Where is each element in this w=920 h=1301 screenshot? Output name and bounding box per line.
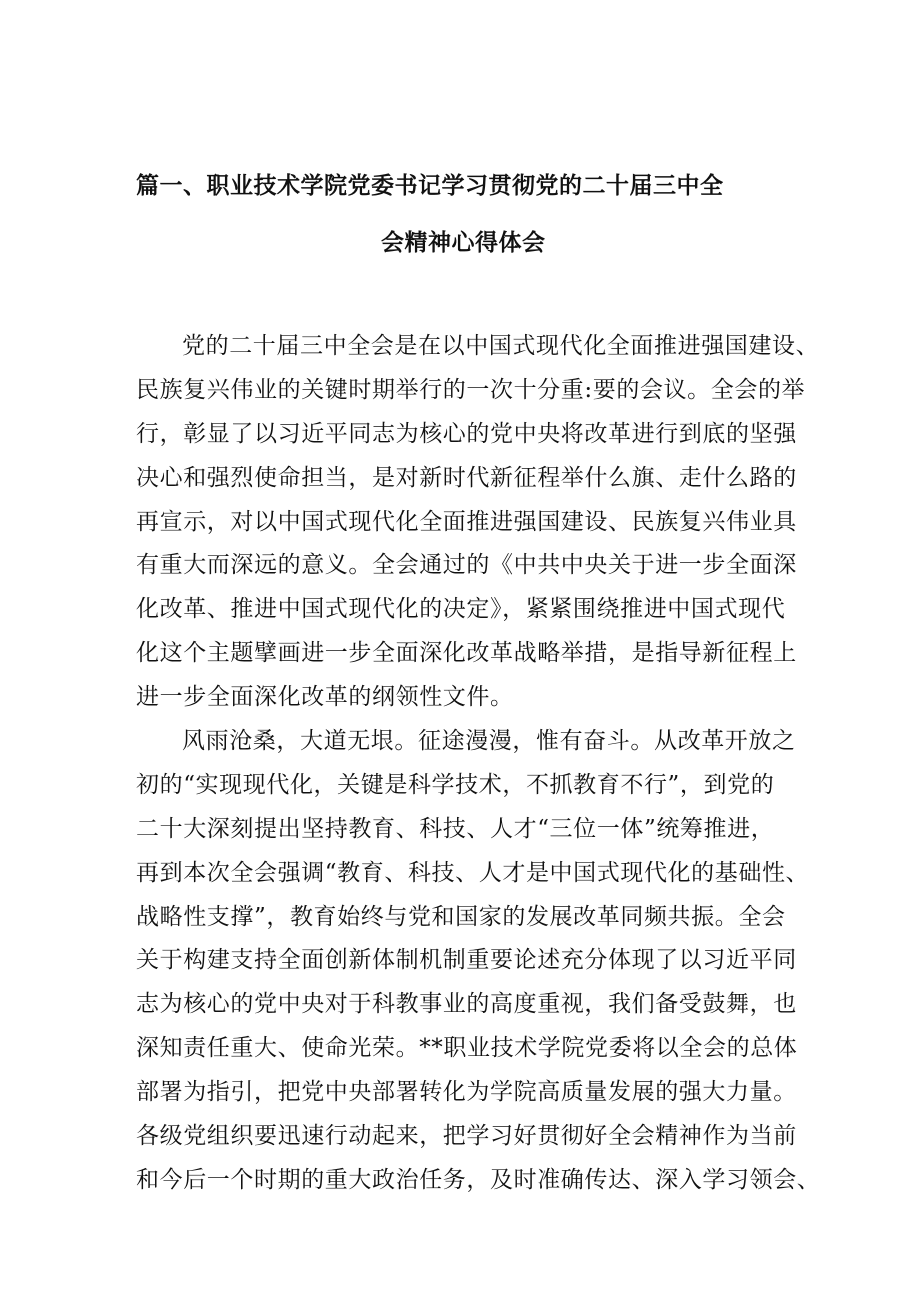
paragraph-2-line: 志为核心的党中央对于科教事业的高度重视，我们备受鼓舞，也	[136, 991, 797, 1018]
paragraph-2-line: 各级党组织要迅速行动起来，把学习好贯彻好全会精神作为当前	[136, 1123, 797, 1150]
paragraph-1-line: 化改革、推进中国式现代化的决定》，紧紧围绕推进中国式现代	[136, 596, 786, 623]
paragraph-1-line: 民族复兴伟业的关键时期举行的一次十分重:要的会议。全会的举	[136, 376, 806, 403]
paragraph-2-line: 初的“实现现代化，关键是科学技术，不抓教育不行”，到党的	[136, 771, 775, 798]
document-title-line-1: 篇一、职业技术学院党委书记学习贯彻党的二十届三中全	[136, 173, 724, 199]
paragraph-1-line: 进一步全面深化改革的纲领性文件。	[136, 684, 514, 711]
paragraph-2-line: 再到本次全会强调“教育、科技、人才是中国式现代化的基础性、	[136, 859, 810, 886]
paragraph-1-line: 再宣示，对以中国式现代化全面推进强国建设、民族复兴伟业具	[136, 508, 797, 535]
paragraph-1-line: 党的二十届三中全会是在以中国式现代化全面推进强国建设、	[182, 333, 820, 359]
paragraph-2-line: 部署为指引，把党中央部署转化为学院高质量发展的强大力量。	[136, 1079, 797, 1106]
paragraph-2-line: 深知责任重大、使命光荣。**职业技术学院党委将以全会的总体	[136, 1035, 798, 1062]
paragraph-2-line: 二十大深刻提出坚持教育、科技、人才“三位一体”统筹推进，	[136, 815, 775, 842]
paragraph-1-line: 行，彰显了以习近平同志为核心的党中央将改革进行到底的坚强	[136, 420, 797, 447]
paragraph-2-line: 战略性支撑”，教育始终与党和国家的发展改革同频共振。全会	[136, 903, 786, 930]
paragraph-2-line: 和今后一个时期的重大政治任务，及时准确传达、深入学习领会、	[136, 1166, 821, 1193]
paragraph-2-line: 风雨沧桑，大道无垠。征途漫漫，惟有奋斗。从改革开放之	[182, 728, 796, 755]
paragraph-1-line: 决心和强烈使命担当，是对新时代新征程举什么旗、走什么路的	[136, 464, 797, 491]
document-body	[136, 325, 821, 1203]
paragraph-2-line: 关于构建支持全面创新体制机制重要论述充分体现了以习近平同	[136, 947, 797, 974]
paragraph-1-line: 化这个主题擘画进一步全面深化改革战略举措，是指导新征程上	[136, 640, 797, 667]
document-title-line-2: 会精神心得体会	[381, 230, 546, 256]
paragraph-1-line: 有重大而深远的意义。全会通过的《中共中央关于进一步全面深	[136, 552, 797, 579]
